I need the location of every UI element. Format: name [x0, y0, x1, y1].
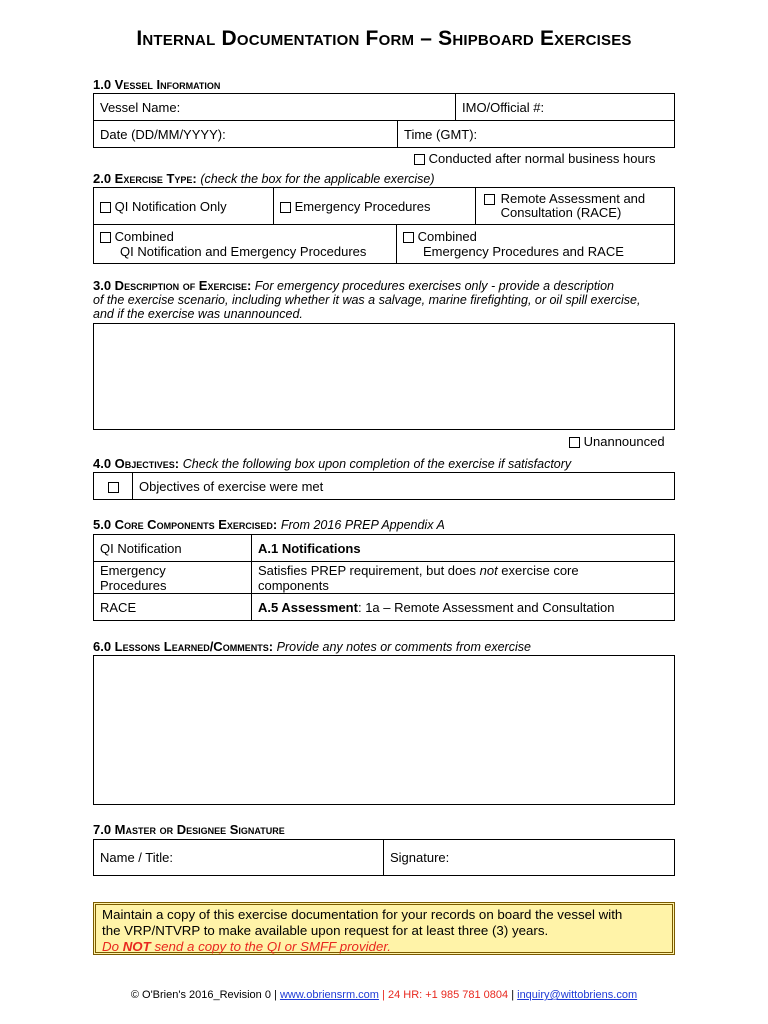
core-components-table [93, 534, 675, 621]
table-row [94, 594, 675, 621]
section-6-heading: 6.0 Lessons Learned/Comments: Provide any notes or comments from exercise [93, 639, 531, 654]
after-hours-checkbox[interactable] [414, 154, 425, 165]
qi-notification-option[interactable]: QI Notification Only [94, 188, 274, 225]
combined-options-table [93, 224, 675, 264]
race-option[interactable]: Remote Assessment and Consultation (RACE) [476, 188, 675, 225]
component-label: Emergency Procedures [94, 562, 252, 594]
hotline-number: 24 HR: +1 985 781 0804 [387, 989, 509, 1001]
objectives-checkbox-cell[interactable] [94, 473, 133, 500]
table-row [94, 535, 675, 562]
component-detail: A.1 Notifications [252, 535, 675, 562]
objectives-met-checkbox[interactable] [108, 482, 119, 493]
table-row [94, 562, 675, 594]
section-2-heading: 2.0 Exercise Type: (check the box for the applicable exercise) [93, 171, 435, 186]
exercise-type-table [93, 187, 675, 225]
combined-qi-ep-option[interactable]: Combined QI Notification and Emergency Procedures [94, 225, 397, 264]
vessel-name-field[interactable]: Vessel Name: [94, 94, 456, 121]
warning-text: Do NOT send a copy to the QI or SMFF provider. [102, 939, 391, 954]
objectives-met-label: Objectives of exercise were met [133, 473, 675, 500]
section-4-heading: 4.0 Objectives: Check the following box upon completion of the exercise if satisfactory [93, 456, 572, 471]
emergency-procedures-option[interactable]: Emergency Procedures [274, 188, 476, 225]
section-7-heading: 7.0 Master or Designee Signature [93, 822, 285, 837]
date-time-table [93, 120, 675, 148]
component-detail: A.5 Assessment: 1a – Remote Assessment and Consultation [252, 594, 675, 621]
signature-field[interactable]: Signature: [384, 840, 675, 876]
website-link[interactable]: www.obriensrm.com [279, 989, 379, 1001]
section-5-heading: 5.0 Core Components Exercised: From 2016 PREP Appendix A [93, 517, 445, 532]
page-footer: © O'Brien's 2016_Revision 0 | www.obriensrm.com | 24 HR: +1 985 781 0804 | inquiry@wittobriens.com [130, 989, 638, 1001]
emergency-procedures-checkbox[interactable] [280, 202, 291, 213]
vessel-info-table [93, 93, 675, 121]
combined-qi-ep-checkbox[interactable] [100, 232, 111, 243]
exercise-description-box[interactable] [93, 323, 675, 430]
time-field[interactable]: Time (GMT): [398, 121, 675, 148]
retention-notice: Maintain a copy of this exercise documentation for your records on board the vessel with the VRP/NTVRP to make available upon request for at least three (3) years. Do NOT send a copy to the QI or SMFF provider. [93, 902, 675, 955]
component-label: RACE [94, 594, 252, 621]
combined-ep-race-checkbox[interactable] [403, 232, 414, 243]
section-1-heading: 1.0 Vessel Information [93, 77, 221, 92]
section-3-heading: 3.0 Description of Exercise: For emergency procedures exercises only - provide a description of the exercise scenario, including whether it was a salvage, marine firefighting, or oil spill exercise, and if the exercise was unannounced. [93, 278, 641, 321]
objectives-table [93, 472, 675, 500]
unannounced-checkbox[interactable] [569, 437, 580, 448]
name-title-field[interactable]: Name / Title: [94, 840, 384, 876]
date-field[interactable]: Date (DD/MM/YYYY): [94, 121, 398, 148]
form-title: Internal Documentation Form – Shipboard Exercises [136, 27, 632, 50]
lessons-learned-box[interactable] [93, 655, 675, 805]
imo-field[interactable]: IMO/Official #: [456, 94, 675, 121]
combined-ep-race-option[interactable]: Combined Emergency Procedures and RACE [397, 225, 675, 264]
unannounced-option[interactable]: Unannounced [569, 434, 665, 449]
race-checkbox[interactable] [484, 194, 495, 205]
signature-table [93, 839, 675, 876]
email-link[interactable]: inquiry@wittobriens.com [517, 989, 638, 1001]
qi-notification-checkbox[interactable] [100, 202, 111, 213]
after-hours-option[interactable]: Conducted after normal business hours [414, 151, 656, 166]
component-detail: Satisfies PREP requirement, but does not exercise core components [252, 562, 675, 594]
component-label: QI Notification [94, 535, 252, 562]
